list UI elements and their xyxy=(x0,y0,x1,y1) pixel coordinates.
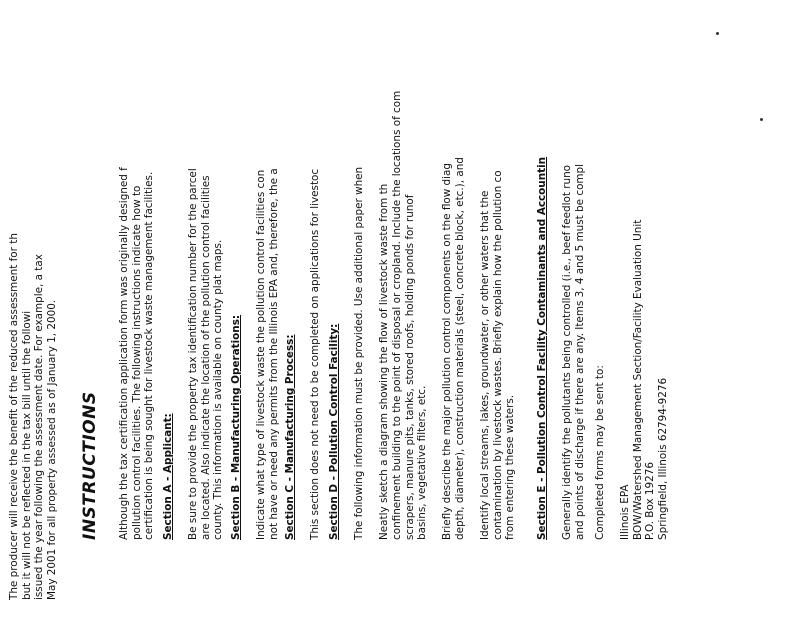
section-b-title: Section B - Manufacturing Operations: xyxy=(230,314,242,540)
section-d-line: scrapers, manure pits, tanks, stored roofs, holding ponds for runof xyxy=(403,194,416,540)
section-e-title: Section E - Pollution Control Facility Contaminants and Accountin xyxy=(536,156,548,540)
section-d-line: The following information must be provided. Use additional paper when xyxy=(353,166,366,540)
section-d-line: depth, diameter), construction materials (steel, concrete block, etc.), and xyxy=(453,157,466,540)
section-c-title: Section C - Manufacturing Process: xyxy=(284,334,296,540)
section-d-line: contamination by livestock wastes. Briefly explain how the pollution co xyxy=(491,170,504,540)
section-a-line: county. This information is available on county plat maps. xyxy=(212,239,225,540)
section-a-title: Section A - Applicant: xyxy=(162,413,174,540)
section-d-line: Briefly describe the major pollution control components on the flow diag xyxy=(441,163,454,540)
section-d-line: Neatly sketch a diagram showing the flow of livestock waste from th xyxy=(378,183,391,540)
section-b-line: Indicate what type of livestock waste the pollution control facilities con xyxy=(255,169,268,540)
section-d-line: basins, vegetative filters, etc. xyxy=(416,385,429,540)
section-e-line: and points of discharge if there are any. Items 3, 4 and 5 must be compl xyxy=(573,163,586,540)
section-d-line: confinement building to the point of disposal or cropland. Include the locations of com xyxy=(390,90,403,540)
section-d xyxy=(328,0,517,540)
paragraph-line: certification is being sought for livestock waste management facilities. xyxy=(143,171,156,540)
intro-line: but it will not be reflected in the tax bill until the followi xyxy=(20,310,33,600)
section-b-line: not have or need any permits from the Illinois EPA and, therefore, the a xyxy=(267,168,280,540)
scan-speck xyxy=(716,32,719,35)
section-a-line: Be sure to provide the property tax identification number for the parcel xyxy=(187,168,200,540)
paragraph-line: pollution control facilities. The following instructions indicate how to xyxy=(130,185,143,540)
section-d-line: from entering these waters. xyxy=(504,394,517,540)
section-a-line: are located. Also indicate the location of the pollution control facilities xyxy=(199,175,212,540)
send-to-lead: Completed forms may be sent to: xyxy=(594,365,606,540)
address-line: BOW/Watershed Management Section/Facility Evaluation Unit xyxy=(631,219,644,540)
section-c-line: This section does not need to be completed on applications for livestoc xyxy=(309,168,322,540)
intro-line: May 2001 for all property assessed as of January 1, 2000. xyxy=(45,299,58,600)
intro-line: issued the year following the assessment date. For example, a tax xyxy=(33,254,46,600)
scan-speck xyxy=(760,118,763,121)
section-d-line xyxy=(366,0,379,540)
section-d-line: Identify local streams, lakes, groundwater, or other waters that the xyxy=(479,190,492,540)
section-d-title: Section D - Pollution Control Facility: xyxy=(328,323,340,540)
intro-line: The producer will receive the benefit of the reduced assessment for th xyxy=(8,233,20,600)
section-b xyxy=(230,0,280,540)
intro-paragraph xyxy=(118,0,156,540)
intro-block xyxy=(8,0,58,600)
paragraph-line: Although the tax certification application form was originally designed f xyxy=(118,167,130,540)
instructions-heading: INSTRUCTIONS xyxy=(80,391,100,540)
section-a xyxy=(162,0,225,540)
section-d-line xyxy=(467,0,480,540)
section-c xyxy=(284,0,322,540)
section-d-line xyxy=(429,0,442,540)
address-line: Illinois EPA xyxy=(619,484,632,540)
section-e xyxy=(536,0,586,540)
send-to-block xyxy=(594,0,670,540)
section-e-line: Generally identify the pollutants being controlled (i.e., beef feedlot runo xyxy=(561,164,574,540)
address-line: Springfield, Illinois 62794-9276 xyxy=(656,377,669,540)
address-line: P.O. Box 19276 xyxy=(644,462,657,540)
